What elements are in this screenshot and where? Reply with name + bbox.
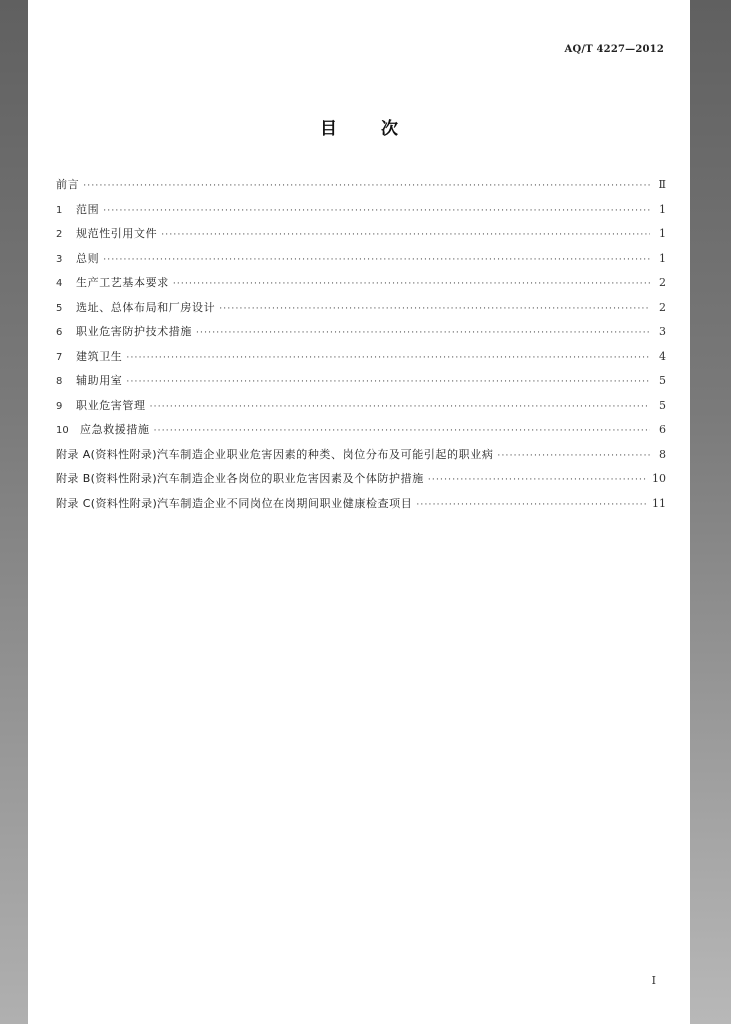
toc-page-number: 4 [659, 349, 666, 363]
toc-page-number: 10 [652, 472, 666, 485]
toc-leader-dots [497, 451, 650, 461]
toc-leader-dots [103, 206, 650, 216]
toc-entry-section[interactable] [56, 201, 666, 226]
toc-entry-section[interactable] [56, 421, 666, 446]
toc-label: 前言 [56, 178, 80, 191]
toc-page-number: 1 [659, 227, 666, 240]
toc-label: 辅助用室 [76, 374, 123, 387]
toc-entry-section[interactable] [56, 250, 666, 275]
toc-leader-dots [103, 255, 650, 265]
toc-page-number: Ⅱ [658, 178, 666, 191]
toc-leader-dots [428, 475, 648, 485]
toc-entry-appendix-b[interactable] [56, 470, 666, 495]
toc-leader-dots [219, 304, 650, 314]
toc-page-number: 8 [659, 447, 666, 461]
toc-leader-dots [154, 426, 650, 436]
table-of-contents [56, 176, 666, 519]
toc-section-number: 2 [56, 229, 63, 240]
toc-label: 职业危害管理 [76, 398, 146, 412]
toc-leader-dots [126, 353, 650, 363]
toc-leader-dots [83, 181, 650, 191]
toc-entry-preface[interactable] [56, 176, 666, 201]
toc-page-number: 2 [659, 300, 666, 314]
toc-label: 汽车制造企业各岗位的职业危害因素及个体防护措施 [157, 472, 424, 485]
toc-section-number: 4 [56, 278, 63, 289]
toc-entry-appendix-a[interactable] [56, 446, 666, 471]
appendix-prefix: 附录 C(资料性附录) [56, 496, 158, 510]
appendix-prefix: 附录 A(资料性附录) [56, 447, 158, 461]
toc-leader-dots [150, 402, 650, 412]
page-number: Ⅰ [651, 974, 656, 987]
toc-label: 汽车制造企业不同岗位在岗期间职业健康检查项目 [157, 496, 413, 510]
toc-entry-section[interactable] [56, 299, 666, 324]
toc-page-number: 5 [659, 398, 666, 412]
toc-label: 职业危害防护技术措施 [76, 325, 192, 338]
toc-page-number: 11 [652, 496, 666, 510]
toc-section-number: 3 [56, 253, 63, 265]
appendix-prefix: 附录 B(资料性附录) [56, 472, 158, 485]
standard-code: AQ/T 4227—2012 [564, 44, 664, 55]
toc-label: 应急救援措施 [80, 423, 150, 436]
toc-entry-section[interactable] [56, 372, 666, 397]
toc-page-number: 1 [659, 251, 666, 265]
document-page [28, 0, 690, 1024]
toc-page-number: 2 [659, 276, 666, 289]
toc-leader-dots [173, 279, 650, 289]
toc-entry-section[interactable] [56, 397, 666, 422]
toc-leader-dots [126, 377, 650, 387]
toc-section-number: 9 [56, 400, 63, 412]
toc-label: 建筑卫生 [76, 349, 123, 363]
toc-section-number: 8 [56, 376, 63, 387]
toc-page-number: 1 [659, 202, 666, 216]
toc-entry-section[interactable] [56, 225, 666, 250]
toc-section-number: 1 [56, 204, 63, 216]
toc-label: 范围 [76, 202, 100, 216]
toc-page-number: 3 [659, 325, 666, 338]
right-margin [690, 0, 731, 1024]
toc-leader-dots [161, 230, 650, 240]
toc-label: 选址、总体布局和厂房设计 [76, 300, 216, 314]
toc-label: 总则 [76, 251, 100, 265]
toc-entry-section[interactable] [56, 323, 666, 348]
toc-section-number: 5 [56, 302, 63, 314]
toc-section-number: 7 [56, 351, 63, 363]
left-margin [0, 0, 28, 1024]
toc-leader-dots [416, 500, 648, 510]
page-title: 目次 [320, 119, 442, 139]
toc-label: 规范性引用文件 [76, 227, 158, 240]
toc-label: 汽车制造企业职业危害因素的种类、岗位分布及可能引起的职业病 [157, 447, 494, 461]
toc-entry-section[interactable] [56, 348, 666, 373]
toc-page-number: 5 [659, 374, 666, 387]
toc-label: 生产工艺基本要求 [76, 276, 169, 289]
toc-page-number: 6 [659, 423, 666, 436]
toc-entry-section[interactable] [56, 274, 666, 299]
toc-leader-dots [196, 328, 650, 338]
toc-section-number: 6 [56, 327, 63, 338]
toc-section-number: 10 [56, 425, 69, 436]
toc-entry-appendix-c[interactable] [56, 495, 666, 520]
